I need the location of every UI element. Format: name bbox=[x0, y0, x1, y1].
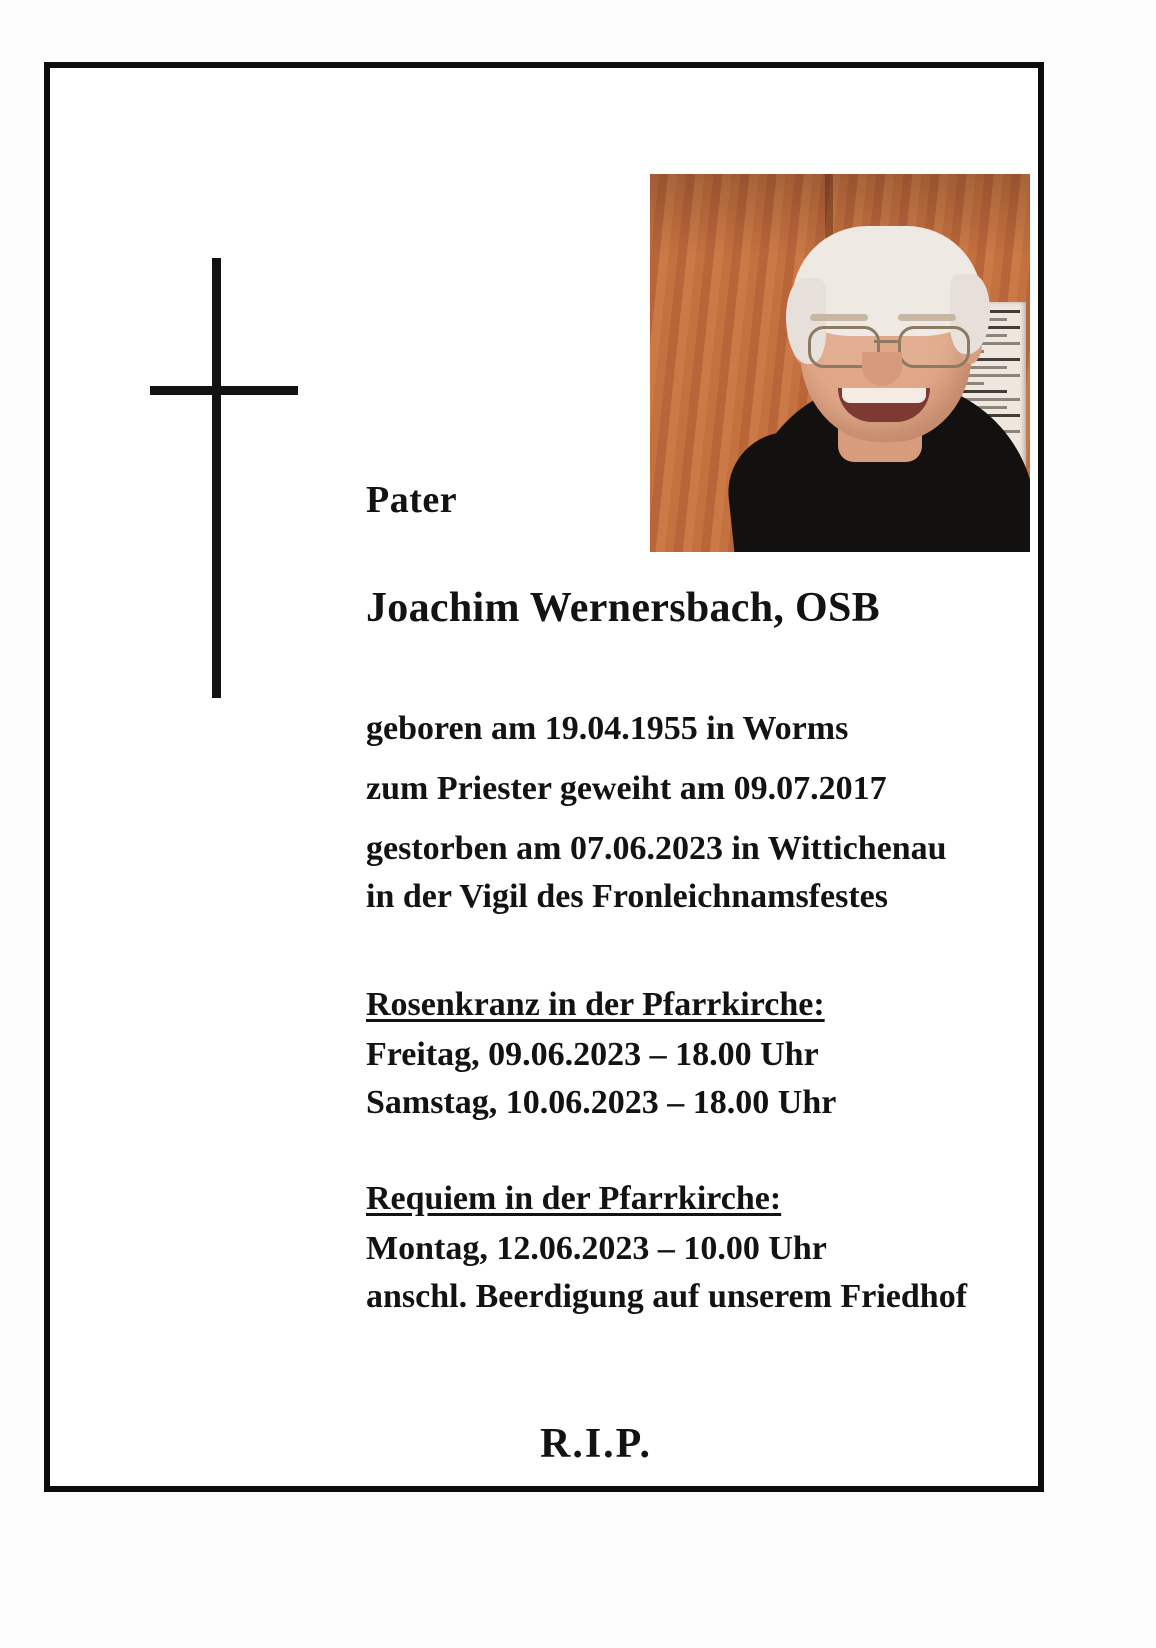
closing-rip: R.I.P. bbox=[540, 1421, 652, 1467]
title-line: Pater bbox=[366, 479, 458, 521]
fact-ordination: zum Priester geweiht am 09.07.2017 bbox=[366, 770, 887, 807]
fact-birth: geboren am 19.04.1955 in Worms bbox=[366, 710, 849, 747]
card-border-frame bbox=[44, 62, 1044, 1492]
rosary-line-saturday: Samstag, 10.06.2023 – 18.00 Uhr bbox=[366, 1084, 837, 1121]
photo-eyebrow-right bbox=[898, 314, 956, 321]
spacer bbox=[366, 938, 1066, 986]
rosary-line-friday: Freitag, 09.06.2023 – 18.00 Uhr bbox=[366, 1036, 819, 1073]
cross-horizontal-bar bbox=[150, 386, 298, 395]
section-heading-requiem: Requiem in der Pfarrkirche: bbox=[366, 1180, 782, 1217]
memorial-text-block bbox=[366, 478, 1066, 1326]
fact-death: gestorben am 07.06.2023 in Wittichenau bbox=[366, 830, 947, 867]
glasses-bridge bbox=[874, 340, 898, 343]
deceased-name: Joachim Wernersbach, OSB bbox=[366, 585, 880, 631]
cross-vertical-bar bbox=[212, 258, 221, 698]
fact-death-note: in der Vigil des Fronleichnamsfestes bbox=[366, 878, 888, 915]
requiem-line-burial: anschl. Beerdigung auf unserem Friedhof bbox=[366, 1278, 968, 1315]
section-heading-rosary: Rosenkranz in der Pfarrkirche: bbox=[366, 986, 825, 1023]
photo-eyebrow-left bbox=[810, 314, 868, 321]
requiem-line-monday: Montag, 12.06.2023 – 10.00 Uhr bbox=[366, 1230, 827, 1267]
glasses-lens-right bbox=[898, 326, 970, 368]
spacer bbox=[366, 1132, 1066, 1180]
cross-icon bbox=[150, 258, 310, 708]
photo-teeth bbox=[842, 388, 926, 403]
